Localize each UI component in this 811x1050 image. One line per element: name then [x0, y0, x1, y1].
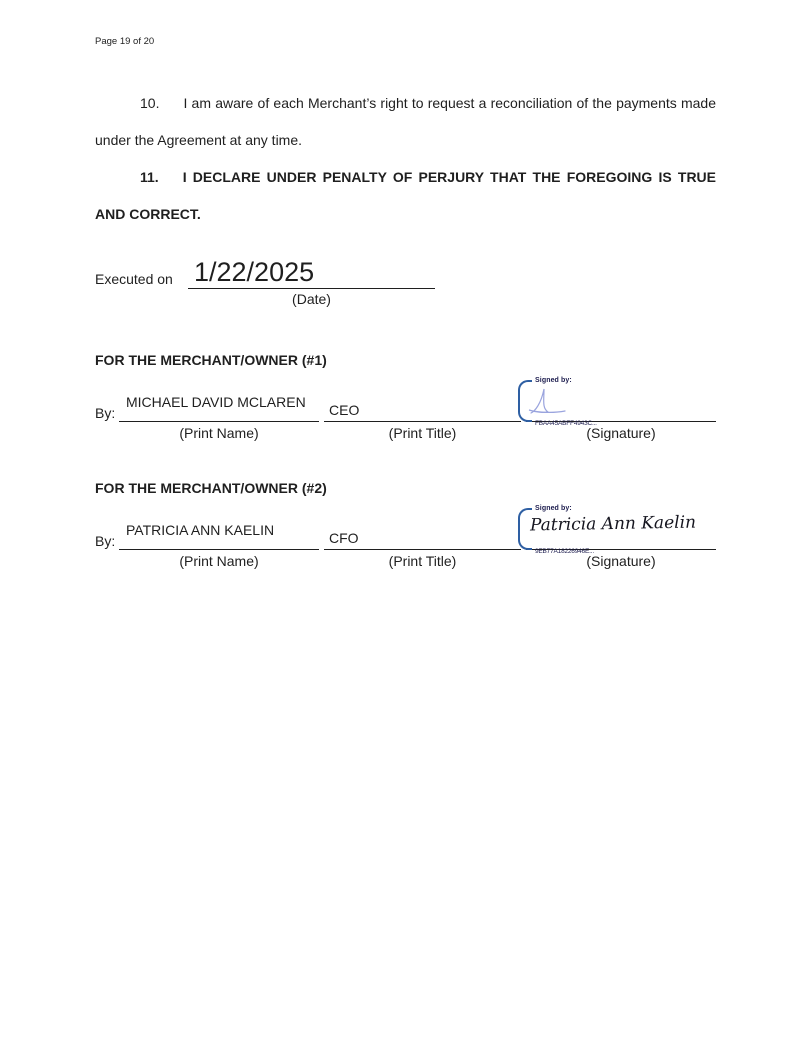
signer-1-signature-field: [526, 372, 716, 427]
execution-block: [95, 256, 435, 307]
executed-on-label: Executed on: [95, 271, 173, 287]
signer-2-heading: FOR THE MERCHANT/OWNER (#2): [95, 480, 327, 496]
paragraph-10-number: 10.: [140, 95, 160, 111]
paragraph-10: [95, 85, 716, 159]
signer-1-signature-id: FBAA45ABFF4943C...: [535, 420, 597, 427]
signer-1-print-title: CEO: [329, 402, 360, 418]
signature-scribble-icon: [524, 385, 570, 417]
signer-2-docusign-stamp: [518, 505, 697, 555]
paragraph-11: [95, 159, 716, 233]
signer-1-docusign-stamp: [518, 377, 688, 426]
paragraph-10-text: I am aware of each Merchant’s right to request a reconciliation of the payments made under the Agreement at any time.: [95, 95, 716, 148]
signer-2-by-label: By:: [95, 533, 116, 549]
paragraph-11-text: I DECLARE UNDER PENALTY OF PERJURY THAT THE FOREGOING IS TRUE AND CORRECT.: [95, 169, 716, 222]
signer-1-print-name-field: [119, 372, 319, 422]
signer-2-print-name: PATRICIA ANN KAELIN: [126, 522, 275, 538]
page-number: Page 19 of 20: [95, 36, 155, 47]
signer-1-signature-caption: (Signature): [586, 425, 656, 441]
signer-2-print-title-field: [324, 500, 521, 550]
signer-1-heading: FOR THE MERCHANT/OWNER (#1): [95, 352, 327, 368]
signer-1-signed-by-label: Signed by:: [535, 377, 572, 384]
signer-2-print-title: CFO: [329, 530, 359, 546]
paragraph-11-number: 11.: [140, 169, 159, 185]
signer-block-1: [95, 352, 735, 441]
signer-1-print-name-caption: (Print Name): [179, 425, 259, 441]
signer-2-signature-caption: (Signature): [586, 553, 656, 569]
signer-2-signature-id: 9EB77A18226946E...: [535, 548, 594, 555]
date-caption: (Date): [292, 291, 331, 307]
signer-2-handwritten-signature: Patricia Ann Kaelin: [529, 512, 697, 536]
signer-1-print-title-caption: (Print Title): [388, 425, 457, 441]
signer-1-print-title-field: [324, 372, 521, 422]
signer-1-by-label: By:: [95, 405, 116, 421]
signer-2-print-title-caption: (Print Title): [388, 553, 457, 569]
signer-2-signature-field: [526, 500, 716, 555]
signer-2-print-name-field: [119, 500, 319, 550]
signer-1-print-name: MICHAEL DAVID MCLAREN: [126, 394, 306, 410]
date-field: [188, 256, 435, 289]
signer-2-print-name-caption: (Print Name): [179, 553, 259, 569]
signer-block-2: [95, 480, 735, 569]
date-value: 1/22/2025: [194, 257, 315, 287]
signer-2-signed-by-label: Signed by:: [535, 505, 572, 512]
